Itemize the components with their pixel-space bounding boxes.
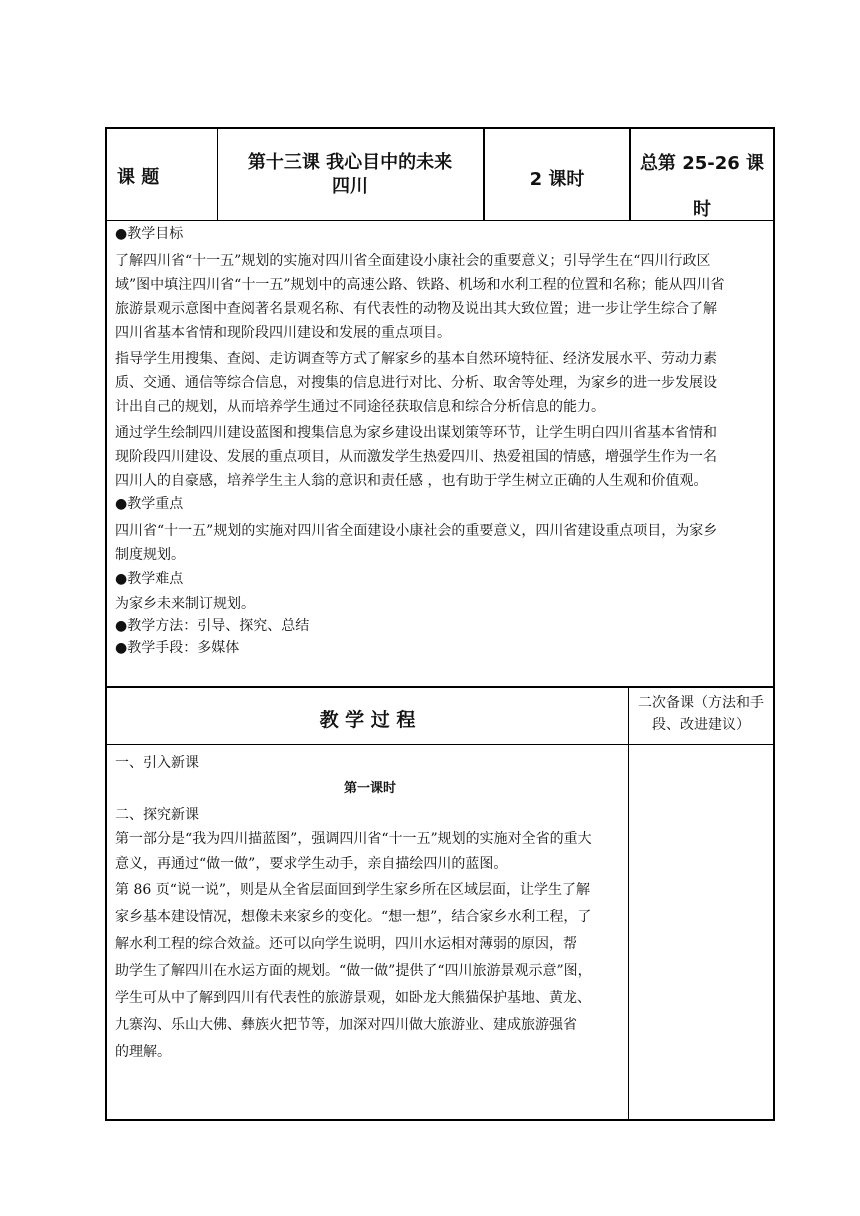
class-hours: 2 课时 bbox=[529, 169, 585, 190]
notes-header bbox=[629, 692, 773, 736]
row-divider bbox=[107, 686, 773, 688]
objectives-section bbox=[115, 223, 769, 659]
topic-label: 课 题 bbox=[117, 167, 160, 188]
media-text: ●教学手段：多媒体 bbox=[115, 640, 240, 656]
goal-text: 旅游景观示意图中查阅著名景观名称、有代表性的动物及说出其大致位置；进一步让学生综合了解 bbox=[115, 301, 717, 317]
key-text: 四川省“十一五”规划的实施对四川省全面建设小康社会的重要意义，四川省建设重点项目，为家乡 bbox=[115, 523, 718, 539]
row-divider bbox=[107, 744, 773, 745]
difficulty-text: 为家乡未来制订规划。 bbox=[115, 596, 255, 612]
process-title: 教 学 过 程 bbox=[319, 709, 416, 731]
process-text: 九寨沟、乐山大佛、彝族火把节等，加深对四川做大旅游业、建成旅游强省 bbox=[115, 1017, 577, 1033]
process-text: 第一部分是“我为四川描蓝图”，强调四川省“十一五”规划的实施对全省的重大 bbox=[115, 831, 592, 847]
lesson-title-line2: 四川 bbox=[332, 176, 368, 197]
goal-text: 四川省基本省情和现阶段四川建设和发展的重点项目。 bbox=[115, 325, 451, 341]
goal-text: 了解四川省“十一五”规划的实施对四川省全面建设小康社会的重要意义；引导学生在“四川行政区 bbox=[115, 253, 711, 269]
process-text: 学生可从中了解到四川有代表性的旅游景观，如卧龙大熊猫保护基地、黄龙、 bbox=[115, 990, 591, 1006]
lesson-plan-table bbox=[105, 127, 775, 1121]
process-text: 助学生了解四川在水运方面的规划。“做一做”提供了“四川旅游景观示意”图， bbox=[115, 963, 592, 979]
key-heading: ●教学重点 bbox=[115, 496, 184, 512]
col-divider bbox=[217, 129, 218, 220]
total-lessons bbox=[631, 141, 773, 233]
period-label: 第一课时 bbox=[343, 781, 396, 796]
goal-text: 四川人的自豪感，培养学生主人翁的意识和责任感 ，也有助于学生树立正确的人生观和价值观。 bbox=[115, 473, 708, 489]
notes-header-line1: 二次备课（方法和手 bbox=[638, 695, 764, 711]
goal-text: 计出自己的规划，从而培养学生通过不同途径获取信息和综合分析信息的能力。 bbox=[115, 399, 605, 415]
col-divider bbox=[628, 687, 629, 1121]
total-lessons-line1: 总第 25-26 课 bbox=[639, 153, 765, 174]
goal-text: 现阶段四川建设、发展的重点项目，从而激发学生热爱四川、热爱祖国的情感，增强学生作为一名 bbox=[115, 449, 717, 465]
process-text: 家乡基本建设情况，想像未来家乡的变化。“想一想”，结合家乡水利工程，了 bbox=[115, 909, 592, 925]
goal-text: 域”图中填注四川省“十一五”规划中的高速公路、铁路、机场和水利工程的位置和名称；能从四川省 bbox=[115, 277, 725, 293]
lesson-title bbox=[219, 151, 481, 199]
key-text: 制度规划。 bbox=[115, 547, 185, 563]
goal-text: 指导学生用搜集、查阅、走访调查等方式了解家乡的基本自然环境特征、经济发展水平、劳动力素 bbox=[115, 351, 717, 367]
difficulty-heading: ●教学难点 bbox=[115, 571, 184, 587]
process-text: 解水利工程的综合效益。还可以向学生说明，四川水运相对薄弱的原因，帮 bbox=[115, 936, 577, 952]
lesson-title-line1: 第十三课 我心目中的未来 bbox=[247, 152, 453, 173]
total-lessons-line2: 时 bbox=[693, 199, 711, 220]
goal-text: 质、交通、通信等综合信息，对搜集的信息进行对比、分析、取舍等处理，为家乡的进一步发展设 bbox=[115, 375, 717, 391]
notes-header-line2: 段、改进建议） bbox=[652, 717, 750, 733]
section-intro: 一、引入新课 bbox=[115, 755, 199, 771]
process-text: 的理解。 bbox=[115, 1044, 171, 1060]
process-text: 意义，再通过“做一做”，要求学生动手，亲自描绘四川的蓝图。 bbox=[115, 856, 508, 872]
process-text: 第 86 页“说一说”，则是从全省层面回到学生家乡所在区域层面，让学生了解 bbox=[115, 882, 591, 898]
goal-heading: ●教学目标 bbox=[115, 226, 184, 242]
section-explore: 二、探究新课 bbox=[115, 807, 199, 823]
process-body bbox=[115, 751, 625, 1066]
goal-text: 通过学生绘制四川建设蓝图和搜集信息为家乡建设出谋划策等环节，让学生明白四川省基本省情和 bbox=[115, 425, 717, 441]
method-text: ●教学方法：引导、探究、总结 bbox=[115, 618, 310, 634]
